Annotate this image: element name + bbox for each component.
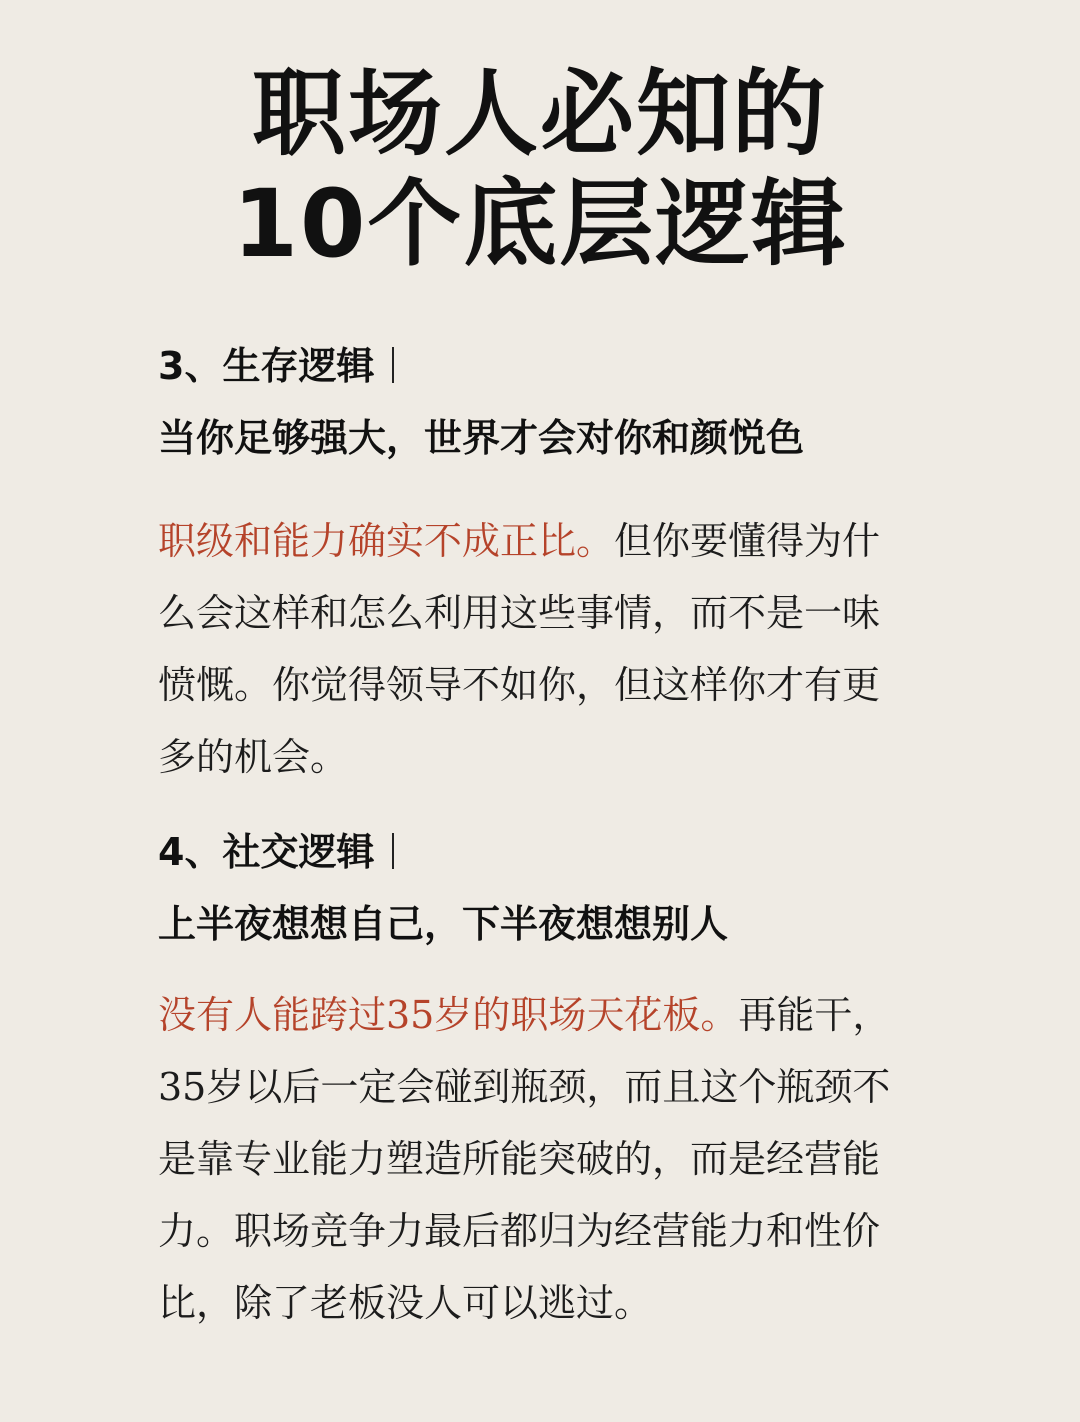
heading-divider bbox=[392, 833, 394, 869]
section-3-body bbox=[158, 505, 928, 793]
section-4-body bbox=[158, 979, 928, 1339]
section-4-heading-text: 4、社交逻辑 bbox=[158, 830, 375, 874]
section-4-body-line bbox=[158, 1195, 928, 1267]
body-text: 力。职场竞争力最后都归为经营能力和性价 bbox=[158, 1209, 881, 1253]
section-3-body-line bbox=[158, 721, 928, 793]
section-3-heading-text: 3、生存逻辑 bbox=[158, 344, 375, 388]
body-text: 比，除了老板没人可以逃过。 bbox=[158, 1281, 653, 1325]
body-text: 么会这样和怎么利用这些事情，而不是一味 bbox=[158, 591, 881, 635]
section-3-body-line bbox=[158, 577, 928, 649]
section-4-heading bbox=[158, 828, 394, 876]
title-line-1: 职场人必知的 bbox=[251, 60, 828, 169]
heading-divider bbox=[392, 347, 394, 383]
body-text: 是靠专业能力塑造所能突破的，而是经营能 bbox=[158, 1137, 881, 1181]
section-3-body-line bbox=[158, 649, 928, 721]
body-text: 35岁以后一定会碰到瓶颈，而且这个瓶颈不 bbox=[158, 1065, 891, 1109]
section-3-heading bbox=[158, 342, 394, 390]
highlight-text: 没有人能跨过35岁的职场天花板。 bbox=[158, 993, 739, 1037]
page-title bbox=[0, 60, 1080, 280]
section-3-body-line bbox=[158, 505, 928, 577]
section-3-subheading: 当你足够强大，世界才会对你和颜悦色 bbox=[158, 416, 805, 460]
title-line-2: 10个底层逻辑 bbox=[232, 170, 848, 279]
body-text: 多的机会。 bbox=[158, 735, 349, 779]
body-text: 但你要懂得为什 bbox=[614, 519, 881, 563]
section-4-subheading: 上半夜想想自己，下半夜想想别人 bbox=[158, 902, 729, 946]
section-4-body-line bbox=[158, 1051, 928, 1123]
body-text: 再能干， bbox=[738, 993, 891, 1037]
section-4-body-line bbox=[158, 1123, 928, 1195]
section-4-body-line bbox=[158, 979, 928, 1051]
highlight-text: 职级和能力确实不成正比。 bbox=[158, 519, 615, 563]
section-4-body-line bbox=[158, 1267, 928, 1339]
body-text: 愤慨。你觉得领导不如你，但这样你才有更 bbox=[158, 663, 881, 707]
